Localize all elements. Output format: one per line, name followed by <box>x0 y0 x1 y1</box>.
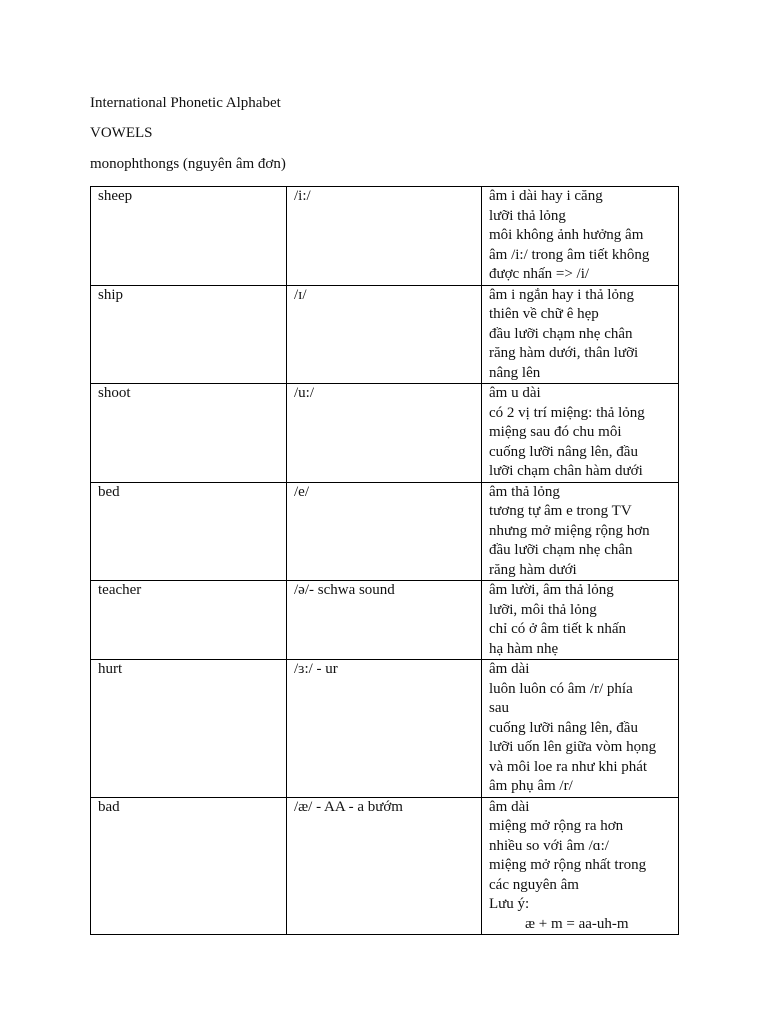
description-line: âm i ngắn hay i thả lỏng <box>489 286 634 303</box>
description-line: chỉ có ở âm tiết k nhấn <box>489 621 627 637</box>
description-cell <box>482 285 679 384</box>
description-line: sau <box>489 700 509 716</box>
word-cell: hurt <box>91 660 287 798</box>
description-line: âm phụ âm /r/ <box>489 778 573 794</box>
description-line: âm dài <box>489 798 530 815</box>
description-line: miệng sau đó chu môi <box>489 424 622 440</box>
description-line: môi không ảnh hưởng âm <box>489 227 644 243</box>
description-line: æ + m = aa-uh-m <box>525 915 629 932</box>
ipa-symbol-cell: /æ/ - AA - a bướm <box>287 797 482 935</box>
table-row <box>91 797 679 935</box>
description-line: nhiều so với âm /ɑ:/ <box>489 837 609 854</box>
description-cell <box>482 384 679 483</box>
description-line: tương tự âm e trong TV <box>489 503 632 519</box>
description-line: âm u dài <box>489 385 541 401</box>
description-line: thiên về chữ ê hẹp <box>489 306 599 322</box>
table-row <box>91 581 679 660</box>
description-line: và môi loe ra như khi phát <box>489 758 648 775</box>
ipa-symbol-cell: /i:/ <box>287 187 482 286</box>
description-cell <box>482 797 679 935</box>
word-cell: bed <box>91 482 287 581</box>
description-line: Lưu ý: <box>489 896 530 912</box>
description-line: nhưng mở miệng rộng hơn <box>489 522 650 539</box>
table-row <box>91 187 679 286</box>
table-row <box>91 660 679 798</box>
ipa-symbol-cell: /ɜ:/ - ur <box>287 660 482 798</box>
description-line: miệng mở rộng ra hơn <box>489 818 624 834</box>
ipa-symbol-cell: /ə/- schwa sound <box>287 581 482 660</box>
word-cell: bad <box>91 797 287 935</box>
description-line: cuống lưỡi nâng lên, đầu <box>489 443 638 460</box>
description-line: lưỡi chạm chân hàm dưới <box>489 463 643 479</box>
description-line: cuống lưỡi nâng lên, đầu <box>489 719 638 736</box>
ipa-symbol-cell: /u:/ <box>287 384 482 483</box>
description-line: đầu lưỡi chạm nhẹ chân <box>489 325 633 342</box>
vowel-table <box>90 186 679 935</box>
section-heading: VOWELS <box>90 125 153 141</box>
description-line: miệng mở rộng nhất trong <box>489 857 647 873</box>
description-line: âm thả lỏng <box>489 483 560 500</box>
table-row <box>91 285 679 384</box>
description-line: nâng lên <box>489 364 541 381</box>
description-line: âm i dài hay i căng <box>489 188 603 204</box>
subsection-heading: monophthongs (nguyên âm đơn) <box>90 156 286 172</box>
description-line: âm /i:/ trong âm tiết không <box>489 246 650 263</box>
document-title: International Phonetic Alphabet <box>90 95 281 111</box>
word-cell: sheep <box>91 187 287 286</box>
description-line: âm dài <box>489 661 530 677</box>
description-line: lưỡi uốn lên giữa vòm họng <box>489 739 657 755</box>
table-row <box>91 482 679 581</box>
description-line: lưỡi thả lỏng <box>489 207 566 224</box>
description-line: âm lười, âm thả lỏng <box>489 582 614 598</box>
description-cell <box>482 581 679 660</box>
word-cell: shoot <box>91 384 287 483</box>
description-line: răng hàm dưới <box>489 561 577 578</box>
description-line: đầu lưỡi chạm nhẹ chân <box>489 542 633 558</box>
vowel-table-body <box>91 187 679 935</box>
description-line: có 2 vị trí miệng: thả lỏng <box>489 404 645 421</box>
description-line: các nguyên âm <box>489 876 579 893</box>
description-cell <box>482 482 679 581</box>
word-cell: ship <box>91 285 287 384</box>
table-row <box>91 384 679 483</box>
description-line: hạ hàm nhẹ <box>489 640 559 657</box>
description-cell <box>482 660 679 798</box>
description-cell <box>482 187 679 286</box>
ipa-symbol-cell: /ɪ/ <box>287 285 482 384</box>
description-line: được nhấn => /i/ <box>489 266 590 282</box>
description-line: lưỡi, môi thả lỏng <box>489 601 597 618</box>
word-cell: teacher <box>91 581 287 660</box>
description-line: luôn luôn có âm /r/ phía <box>489 680 633 697</box>
description-line: răng hàm dưới, thân lưỡi <box>489 345 639 361</box>
ipa-symbol-cell: /e/ <box>287 482 482 581</box>
